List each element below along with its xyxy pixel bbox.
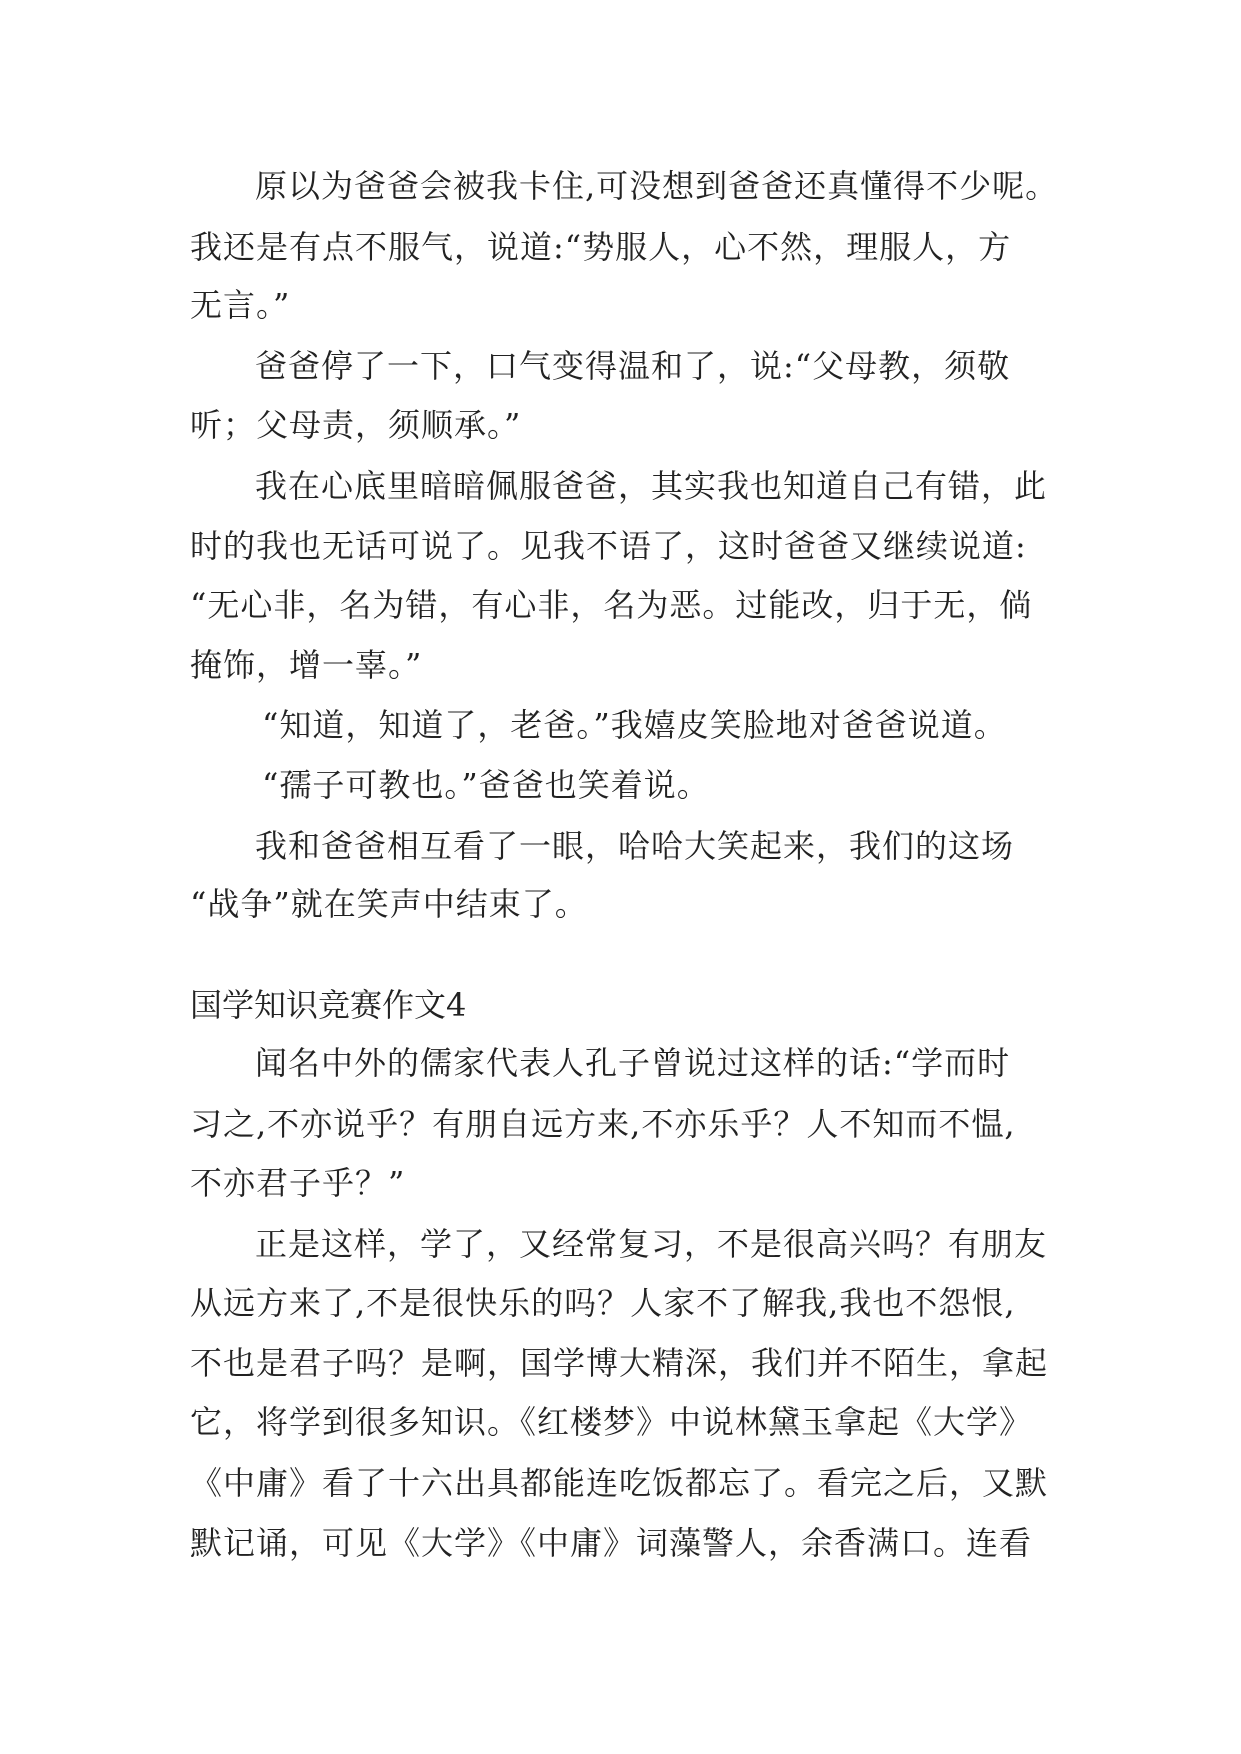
paragraph-line: 时的我也无话可说了。见我不语了，这时爸爸又继续说道: xyxy=(190,527,1027,565)
paragraph-line: 不亦君子乎？” xyxy=(190,1164,406,1202)
paragraph-line: 习之,不亦说乎？有朋自远方来,不亦乐乎？人不知而不愠, xyxy=(190,1105,1016,1143)
section-heading: 国学知识竞赛作文4 xyxy=(190,986,467,1024)
paragraph-line: 《中庸》看了十六出具都能连吃饭都忘了。看完之后，又默 xyxy=(190,1464,1049,1502)
paragraph-line: 我在心底里暗暗佩服爸爸，其实我也知道自己有错，此 xyxy=(255,467,1048,505)
paragraph-line: 原以为爸爸会被我卡住,可没想到爸爸还真懂得不少呢。 xyxy=(255,167,1059,205)
paragraph-line: 它，将学到很多知识。《红楼梦》中说林黛玉拿起《大学》 xyxy=(190,1403,1033,1441)
paragraph-line: “孺子可教也。”爸爸也笑着说。 xyxy=(262,766,710,804)
paragraph-line: 我还是有点不服气，说道:“势服人，心不然，理服人，方 xyxy=(190,228,1012,266)
paragraph-line: 闻名中外的儒家代表人孔子曾说过这样的话:“学而时 xyxy=(255,1044,1011,1082)
paragraph-line: 从远方来了,不是很快乐的吗？人家不了解我,我也不怨恨, xyxy=(190,1284,1016,1322)
paragraph-line: “知道，知道了，老爸。”我嬉皮笑脸地对爸爸说道。 xyxy=(262,706,1007,744)
paragraph-line: 掩饰，增一辜。” xyxy=(190,646,423,684)
paragraph-line: 爸爸停了一下，口气变得温和了，说:“父母教，须敬 xyxy=(255,347,1011,385)
paragraph-line: “战争”就在笑声中结束了。 xyxy=(190,885,588,923)
paragraph-line: 无言。” xyxy=(190,286,291,324)
paragraph-line: 不也是君子吗？是啊，国学博大精深，我们并不陌生，拿起 xyxy=(190,1344,1049,1382)
paragraph-line: 听；父母责，须顺承。” xyxy=(190,406,522,444)
paragraph-line: 正是这样，学了，又经常复习，不是很高兴吗？有朋友 xyxy=(255,1225,1048,1263)
paragraph-line: “无心非，名为错，有心非，名为恶。过能改，归于无，倘 xyxy=(190,586,1033,624)
paragraph-line: 默记诵，可见《大学》《中庸》词藻警人，余香满口。连看 xyxy=(190,1524,1033,1562)
paragraph-line: 我和爸爸相互看了一眼，哈哈大笑起来，我们的这场 xyxy=(255,827,1015,865)
